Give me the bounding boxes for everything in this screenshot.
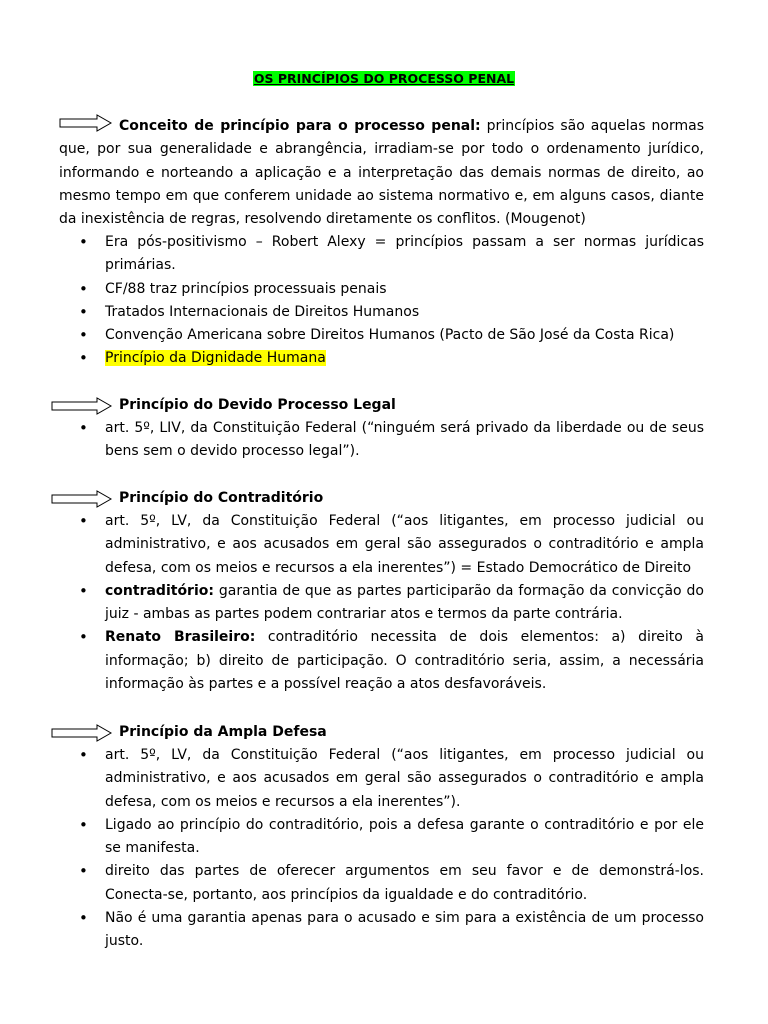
highlighted-text: Princípio da Dignidade Humana [105, 350, 326, 367]
list-item: • Tratados Internacionais de Direitos Humanos [105, 301, 704, 324]
section-devido-processo [0, 394, 768, 464]
intro-bullets [0, 231, 768, 371]
list-item: • contraditório: garantia de que as partes participarão da formação da convicção do juiz - ambas as partes podem contrariar atos e termos da parte contrária. [105, 580, 704, 627]
section-heading: Princípio do Devido Processo Legal [0, 394, 768, 417]
list-item [105, 347, 704, 370]
section-contraditorio [0, 487, 768, 696]
intro-heading: Conceito de princípio para o processo penal: [119, 118, 481, 134]
document-title: OS PRINCÍPIOS DO PROCESSO PENAL [253, 71, 515, 86]
list-item: • art. 5º, LIV, da Constituição Federal (“ninguém será privado da liberdade ou de seus bens sem o devido processo legal”). [105, 417, 704, 464]
list-item: • Não é uma garantia apenas para o acusado e sim para a existência de um processo justo. [105, 907, 704, 954]
arrow-right-icon [51, 490, 113, 508]
list-item: • art. 5º, LV, da Constituição Federal (“aos litigantes, em processo judicial ou administrativo, e aos acusados em geral são assegurados o contraditório e ampla defesa, com os meios e recursos a ela inerentes”) = Estado Democrático de Direito [105, 510, 704, 580]
list-item: • art. 5º, LV, da Constituição Federal (“aos litigantes, em processo judicial ou administrativo, e aos acusados em geral são assegurados o contraditório e ampla defesa, com os meios e recursos a ela inerentes”). [105, 744, 704, 814]
list-item: • Renato Brasileiro: contraditório necessita de dois elementos: a) direito à informação; b) direito de participação. O contraditório seria, assim, a necessária informação às partes e a possível reação a atos desfavoráveis. [105, 626, 704, 696]
arrow-right-icon [51, 397, 113, 415]
section-heading: Princípio do Contraditório [0, 487, 768, 510]
list-item: • direito das partes de oferecer argumentos em seu favor e de demonstrá-los. Conecta-se, portanto, aos princípios da igualdade e do contraditório. [105, 860, 704, 907]
list-item: • CF/88 traz princípios processuais penais [105, 278, 704, 301]
intro-paragraph [59, 114, 704, 231]
list-item: • Convenção Americana sobre Direitos Humanos (Pacto de São José da Costa Rica) [105, 324, 704, 347]
list-item: • Era pós-positivismo – Robert Alexy = princípios passam a ser normas jurídicas primárias. [105, 231, 704, 278]
arrow-right-icon [59, 114, 113, 132]
list-item: • Ligado ao princípio do contraditório, pois a defesa garante o contraditório e por ele se manifesta. [105, 814, 704, 861]
intro-text: princípios são aquelas normas que, por sua generalidade e abrangência, irradiam-se por todo o ordenamento jurídico, informando e norteando a aplicação e a interpretação das demais normas de direito, ao mesmo tempo em que conferem unidade ao sistema normativo e, em alguns casos, diante da inexistência de regras, resolvendo diretamente os conflitos. (Mougenot) [59, 118, 705, 228]
section-heading: Princípio da Ampla Defesa [0, 721, 768, 744]
arrow-right-icon [51, 724, 113, 742]
section-ampla-defesa [0, 721, 768, 954]
